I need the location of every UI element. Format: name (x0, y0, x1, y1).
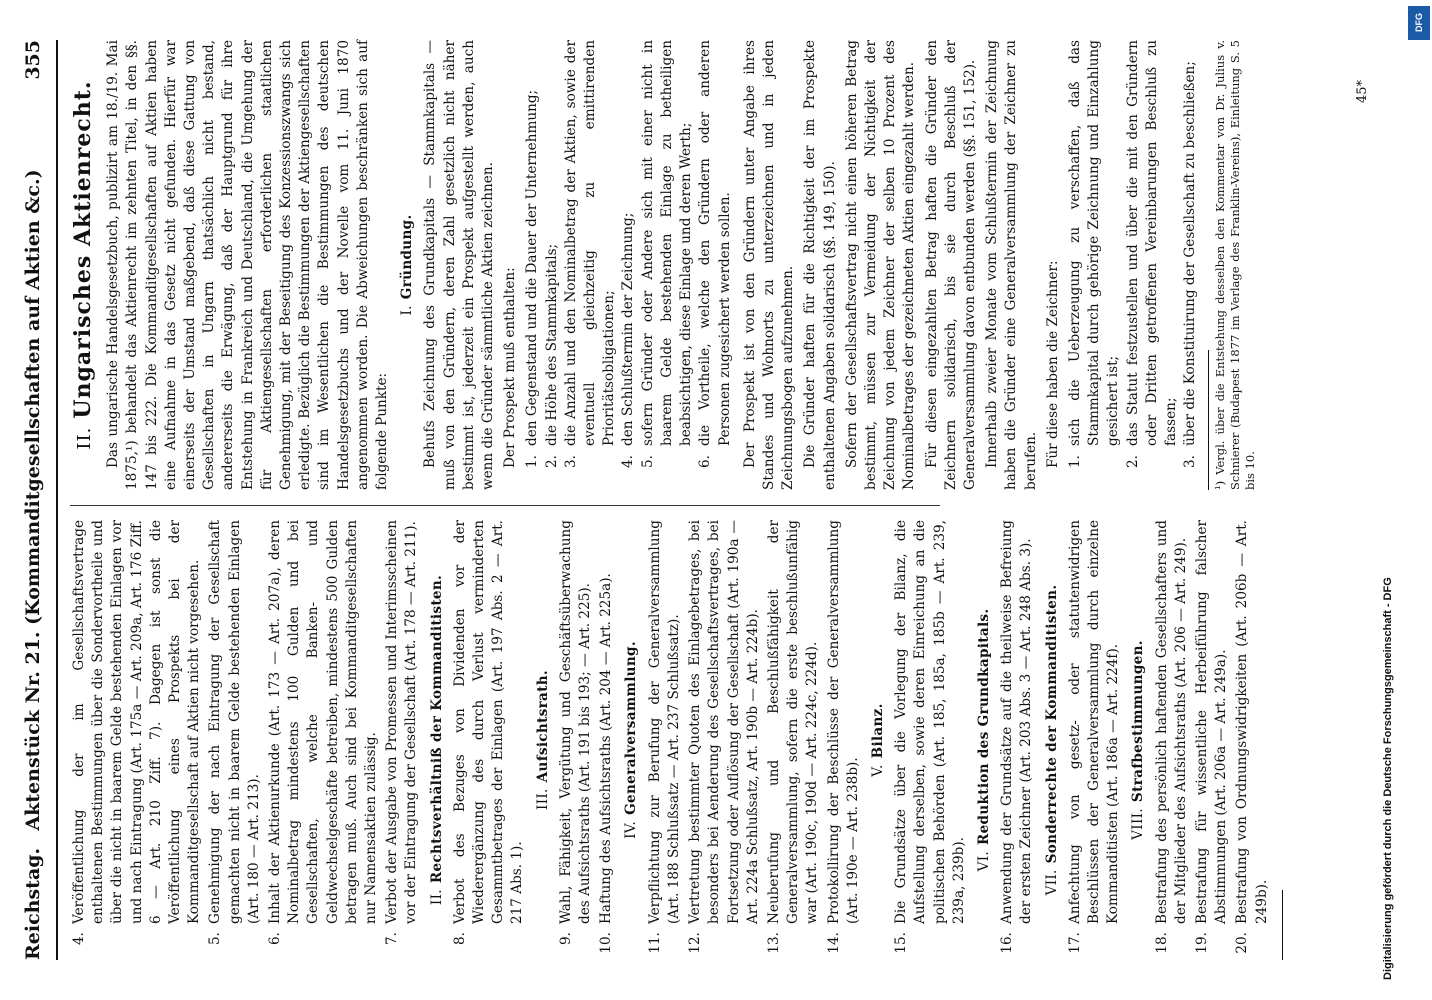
subscriber-list (1066, 40, 1200, 468)
numbered-item (451, 520, 528, 960)
item-text: Neuberufung und Beschlußfähigkeit der Generalversammlung, sofern die erste beschlußunfähig war (Art. 190c, 190d — Art. 224c, 224d). (765, 520, 821, 924)
section-heading: III.Aufsichtsrath. (534, 670, 551, 810)
item-number: 8. (451, 932, 468, 945)
section-heading: I.Gründung. (399, 214, 416, 316)
section-heading: II.Rechtsverhältniß der Kommanditisten. (428, 574, 445, 906)
paragraph: Der Prospekt muß enthalten: (502, 267, 519, 468)
footnote: ¹) Vergl. über die Entstehung desselben den Kommentar von Dr. Julius v. Schnierer (Budapest 1877 im Verlage des Franklin-Vereins), Einleitung S. 5 bis 10. (1213, 40, 1258, 490)
item-number: 9. (557, 932, 574, 945)
right-column (70, 40, 1258, 490)
list-number: 6. (697, 455, 714, 468)
section-heading: VII.Sonderrechte der Kommanditisten. (1043, 584, 1060, 896)
column-separator (70, 505, 940, 506)
item-text: Inhalt der Aktienurkunde (Art. 173 — Art. 207a), deren Nominalbetrag mindestens 100 Gulden und bei Gesellschaften, welche Banken- und Geldwechselgeschäfte betreiben, mindestens 500 Gulden betragen muß. Auch sind bei Kommanditgesellschaften nur Namensaktien zulässig. (267, 520, 380, 924)
item-text: Protokollirung der Beschlüsse der Generalversammlung (Art. 190e — Art. 238b). (825, 520, 861, 924)
list-item (1066, 40, 1124, 468)
item-number: 10. (598, 932, 615, 954)
item-number: 17. (1066, 932, 1083, 954)
paragraph: Behufs Zeichnung des Grundkapitals — Stammkapitals — muß von den Gründern, deren Zahl gesetzlich nicht näher bestimmt ist, jederzeit ein Prospekt aufgestellt werden, auch wenn die Gründer sämmtliche Aktien zeichnen. (422, 40, 497, 490)
paragraph: Für diesen eingezahlten Betrag haften die Gründer den Zeichnern solidarisch, bis sie durch Beschluß der Generalversammlung davon entbunden werden (§§. 151, 152). (923, 40, 978, 490)
list-number: 3. (1182, 455, 1199, 468)
digitization-sidebar (1382, 0, 1432, 1000)
paragraph: Sofern der Gesellschaftsvertrag nicht einen höheren Betrag bestimmt, müssen zur Vermeidung der Nichtigkeit der Zeichnung von jedem Zeichner der selben 10 Prozent des Nominalbetrages der gezeichneten Aktien eingezahlt werden. (843, 40, 918, 490)
list-number: 1. (1066, 455, 1083, 468)
list-number: 5. (639, 455, 656, 468)
item-number: 12. (687, 932, 704, 954)
list-number: 2. (543, 455, 560, 468)
numbered-item (206, 520, 264, 960)
digitization-notice: Digitalisierung gefördert durch die Deutsche Forschungsgemeinschaft - DFG (1382, 577, 1394, 980)
footnote-rule (1208, 350, 1209, 490)
signature-mark: 45* (1355, 80, 1370, 104)
numbered-item (1233, 520, 1271, 960)
list-text: die Höhe des Stammkapitals; (543, 243, 560, 446)
paragraph: Innerhalb zweier Monate vom Schlußtermin der Zeichnung haben die Gründer eine Generalversammlung der Zeichner zu berufen. (984, 40, 1039, 490)
item-text: Genehmigung der nach Eintragung der Gesellschaft gemachten nicht in baarem Gelde bestehenden Einlagen (Art. 180 — Art. 213). (207, 520, 262, 924)
item-text: Bestrafung von Ordnungswidrigkeiten (Art. 206b — Art. 249b). (1234, 520, 1270, 924)
header-rule (56, 40, 58, 960)
numbered-item (765, 520, 823, 960)
item-text: Bestrafung für wissentliche Herbeiführung falscher Abstimmungen (Art. 206a — Art. 249a). (1193, 520, 1230, 924)
item-number: 16. (999, 932, 1016, 954)
numbered-item (557, 520, 595, 960)
item-number: 7. (384, 932, 401, 945)
numbered-item (597, 520, 616, 960)
page-number: 355 (22, 40, 44, 80)
list-number: 4. (620, 455, 637, 468)
item-text: Verbot des Bezuges von Dividenden vor der Wiederergänzung des durch Verlust verminderten Gesammtbetrages der Einlagen (Art. 197 Abs. 2 — Art. 217 Abs. 1). (451, 520, 526, 924)
list-item (639, 40, 697, 468)
item-text: Anfechtung von gesetz- oder statutenwidrigen Beschlüssen der Generalversammlung durch einzelne Kommanditisten (Art. 186a — Art. 224f). (1066, 520, 1122, 924)
numbered-item (266, 520, 381, 960)
prospect-list (523, 40, 734, 468)
item-text: Haftung des Aufsichtsraths (Art. 204 — Art. 225a). (598, 573, 615, 924)
header-left: Reichstag. (22, 847, 44, 960)
item-text: Bestrafung des persönlich haftenden Gesellschafters und der Mitglieder des Aufsichtsraths (Art. 206 — Art. 249). (1153, 520, 1189, 924)
item-text: Vertretung bestimmter Quoten des Einlagebetrages, bei besonders bei Aenderung des Gesellschaftsvertrages, bei Fortsetzung oder Auflösung der Gesellschaft (Art. 190a — Art. 224a Schlußsatz, Art. 190b — Art. 224b). (687, 520, 761, 924)
paragraph: Der Prospekt ist von den Gründern unter Angabe ihres Standes und Wohnorts zu unterzeichnen und in jeden Zeichnungsbogen aufzunehmen. (741, 40, 797, 490)
section-heading: IV.Generalversammlung. (623, 641, 640, 839)
end-rule (1282, 890, 1283, 960)
item-number: 19. (1193, 932, 1210, 954)
section-title: II.Ungarisches Aktienrecht. (70, 80, 96, 450)
numbered-item (892, 520, 969, 960)
item-number: 4. (71, 932, 87, 945)
left-column (70, 520, 1283, 960)
item-number: 18. (1153, 932, 1170, 954)
list-text: den Schlußtermin der Zeichnung; (620, 212, 637, 446)
item-number: 13. (765, 932, 782, 954)
header-center: Aktenstück Nr. 21. (Kommanditgesellschaften auf Aktien &c.) (22, 169, 44, 831)
list-text: das Statut festzustellen und über die mit den Gründern oder Dritten getroffenen Vereinbarungen Beschluß zu fassen; (1124, 40, 1179, 446)
item-number: 6. (267, 932, 284, 945)
list-number: 1. (524, 455, 541, 468)
numbered-item (686, 520, 763, 960)
item-text: Verpflichtung zur Berufung der Generalversammlung (Art. 188 Schlußsatz — Art. 237 Schlußsatz). (646, 520, 682, 924)
item-number: 5. (207, 932, 224, 945)
list-text: die Vortheile, welche den Gründern oder anderen Personen zugesichert werden sollen. (697, 40, 733, 446)
item-text: Veröffentlichung der im Gesellschaftsvertrage enthaltenen Bestimmungen über die Sondervortheile und über die nicht in baarem Gelde bestehenden Einlagen vor und nach Eintragung (Art. 175a — Art. 209a, Art. 176 Ziff. 6 — Art. 210 Ziff. 7). Dagegen ist sonst die Veröffentlichung eines Prospekts bei der Kommanditgesellschaft auf Aktien nicht vorgesehen. (71, 520, 203, 924)
section-heading: VIII.Strafbestimmungen. (1130, 640, 1147, 840)
item-text: Wahl, Fähigkeit, Vergütung und Geschäftsüberwachung des Aufsichtsraths (Art. 191 bis 193; — Art. 225). (557, 520, 594, 924)
list-number: 2. (1124, 455, 1141, 468)
item-text: Anwendung der Grundsätze auf die theilweise Befreiung der ersten Zeichner (Art. 203 Abs. 3 — Art. 248 Abs. 3). (999, 520, 1035, 924)
list-number: 3. (562, 455, 579, 468)
item-number: 14. (825, 932, 842, 954)
dfg-logo: DFG (1408, 6, 1430, 40)
paragraph: Für diese haben die Zeichner: (1044, 260, 1061, 468)
item-number: 20. (1234, 932, 1251, 954)
numbered-item (1193, 520, 1231, 960)
paragraph: Das ungarische Handelsgesetzbuch, publizirt am 18./19. Mai 1875,¹) behandelt das Aktienrecht im zehnten Titel, in den §§. 147 bis 222. Die Kommanditgesellschaften auf Aktien haben eine Aufnahme in das Gesetz nicht gefunden. Hierfür war einerseits der Umstand maßgebend, daß diese Gattung von Gesellschaften in Ungarn thatsächlich nicht bestand, andererseits die Erwägung, daß der Hauptgrund für ihre Entstehung in Frankreich und Deutschland, die Umgehung der für Aktiengesellschaften erforderlichen staatlichen Genehmigung, mit der Beseitigung des Konzessionszwangs sich erledigte. Bezüglich die Bestimmungen der Aktiengesellschaften sind im Wesentlichen die Bestimmungen des deutschen Handelsgesetzbuchs und der Novelle vom 11. Juni 1870 angenommen worden. Die Abweichungen beschränken sich auf folgende Punkte: (105, 40, 391, 490)
list-item (1181, 40, 1200, 468)
list-text: den Gegenstand und die Dauer der Unternehmung; (524, 89, 541, 446)
numbered-item (646, 520, 684, 960)
numbered-item (1066, 520, 1124, 960)
numbered-item (825, 520, 863, 960)
list-text: die Anzahl und den Nominalbetrag der Aktien, sowie der eventuell gleichzeitig zu emittirenden Prioritätsobligationen; (562, 40, 618, 446)
numbered-item (998, 520, 1036, 960)
section-heading: V.Bilanz. (869, 703, 886, 777)
item-text: Die Grundsätze über die Vorlegung der Bilanz, die Aufstellung derselben, sowie deren Einreichung an die politischen Behörden (Art. 185, 185a, 185b — Art. 239, 239a, 239b). (893, 520, 967, 924)
numbered-item (70, 520, 204, 960)
section-heading: VI.Reduktion des Grundkapitals. (975, 608, 992, 872)
list-item (562, 40, 620, 468)
item-number: 11. (646, 932, 663, 954)
list-item (619, 40, 638, 468)
list-item (1124, 40, 1182, 468)
list-text: sofern Gründer oder Andere sich mit einer nicht in baarem Gelde bestehenden Einlage zu betheiligen beabsichtigen, diese Einlage und deren Werth; (639, 40, 695, 446)
list-item (543, 40, 562, 468)
paragraph: Die Gründer haften für die Richtigkeit der im Prospekte enthaltenen Angaben solidarisch (§§. 149, 150). (802, 40, 838, 490)
list-item (523, 40, 542, 468)
numbered-item (1153, 520, 1191, 960)
item-number: 15. (893, 932, 910, 954)
numbered-item (383, 520, 421, 960)
page-header (22, 40, 52, 960)
list-item (696, 40, 734, 468)
item-text: Verbot der Ausgabe von Promessen und Interimsscheinen vor der Eintragung der Gesellschaft (Art. 178 — Art. 211). (384, 520, 420, 924)
list-text: sich die Ueberzeugung zu verschaffen, daß das Stammkapital durch gehörige Zeichnung und Einzahlung gesichert ist; (1066, 40, 1122, 446)
list-text: über die Konstituirung der Gesellschaft zu beschließen; (1182, 61, 1199, 446)
